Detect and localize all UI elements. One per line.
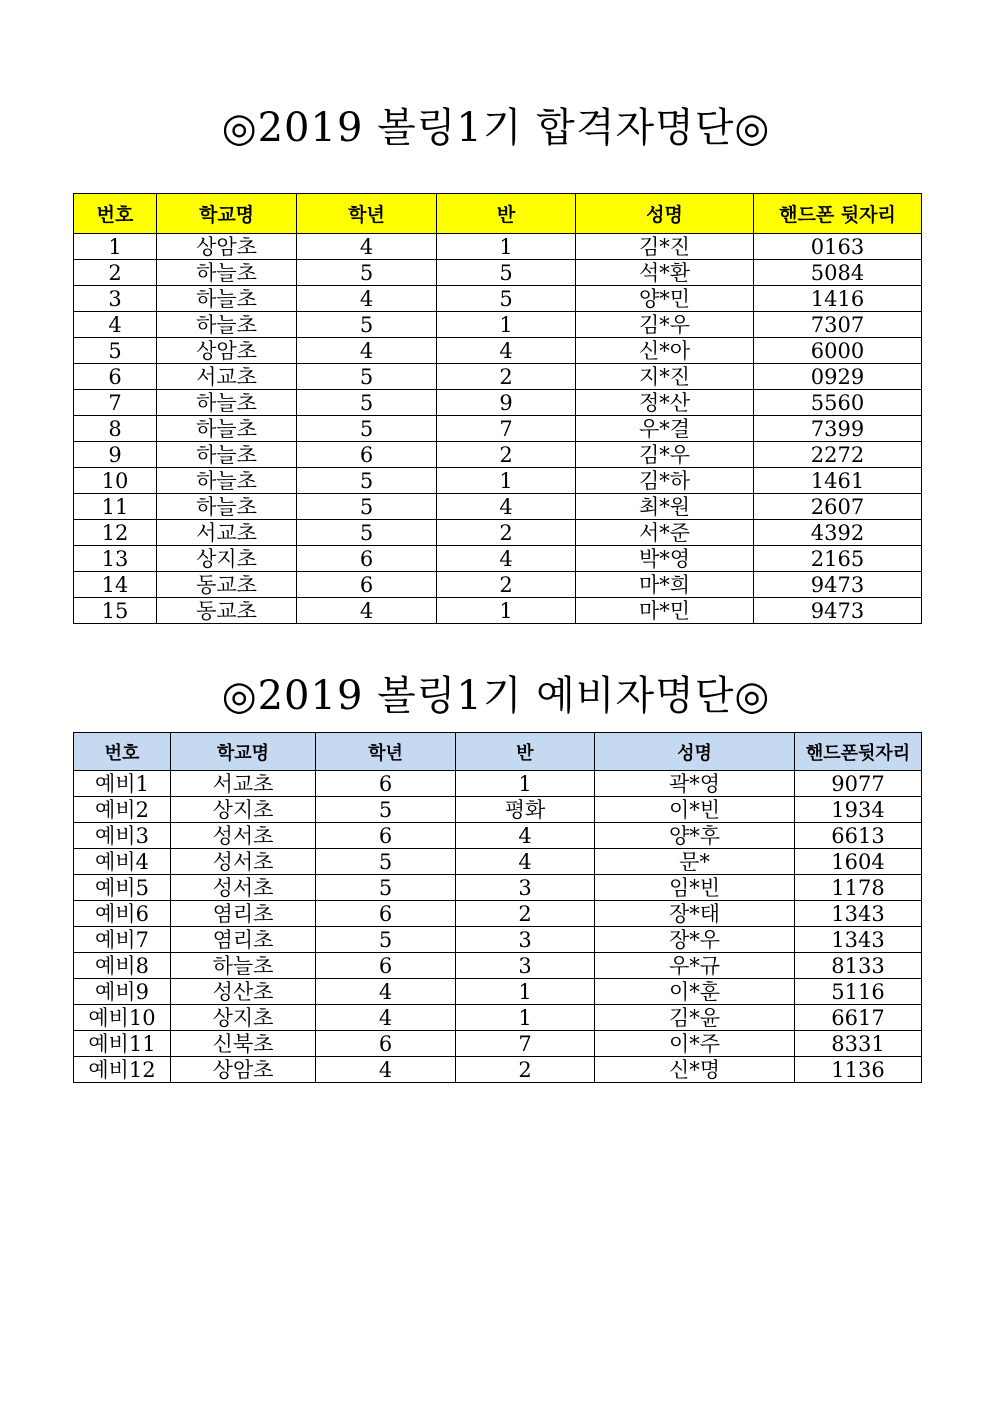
class-cell: 1: [437, 598, 576, 624]
name-cell: 김*윤: [595, 1005, 795, 1031]
grade-cell: 5: [297, 312, 437, 338]
phone-cell: 1604: [795, 849, 922, 875]
grade-cell: 6: [316, 953, 456, 979]
phone-cell: 1343: [795, 901, 922, 927]
col-phone-header: 핸드폰 뒷자리: [754, 194, 922, 234]
number-cell: 예비5: [74, 875, 171, 901]
school-cell: 하늘초: [157, 442, 297, 468]
class-cell: 1: [456, 1005, 595, 1031]
school-cell: 서교초: [157, 364, 297, 390]
number-cell: 예비9: [74, 979, 171, 1005]
school-cell: 성서초: [171, 849, 316, 875]
school-cell: 서교초: [157, 520, 297, 546]
number-cell: 15: [74, 598, 157, 624]
class-cell: 3: [456, 927, 595, 953]
school-cell: 염리초: [171, 901, 316, 927]
number-cell: 예비11: [74, 1031, 171, 1057]
col-class-header: 반: [437, 194, 576, 234]
col-school-header: 학교명: [171, 733, 316, 771]
class-cell: 9: [437, 390, 576, 416]
grade-cell: 5: [297, 390, 437, 416]
phone-cell: 9473: [754, 572, 922, 598]
col-name-header: 성명: [595, 733, 795, 771]
number-cell: 11: [74, 494, 157, 520]
table-row: [74, 546, 922, 572]
number-cell: 예비1: [74, 771, 171, 797]
class-cell: 1: [437, 312, 576, 338]
number-cell: 13: [74, 546, 157, 572]
name-cell: 곽*영: [595, 771, 795, 797]
name-cell: 김*우: [576, 442, 754, 468]
number-cell: 예비2: [74, 797, 171, 823]
number-cell: 예비12: [74, 1057, 171, 1083]
class-cell: 4: [437, 494, 576, 520]
name-cell: 김*우: [576, 312, 754, 338]
grade-cell: 6: [297, 572, 437, 598]
table-row: [74, 979, 922, 1005]
phone-cell: 1934: [795, 797, 922, 823]
class-cell: 3: [456, 953, 595, 979]
grade-cell: 5: [316, 849, 456, 875]
name-cell: 정*산: [576, 390, 754, 416]
grade-cell: 4: [297, 598, 437, 624]
phone-cell: 6613: [795, 823, 922, 849]
grade-cell: 6: [297, 546, 437, 572]
school-cell: 상암초: [171, 1057, 316, 1083]
grade-cell: 5: [297, 364, 437, 390]
number-cell: 7: [74, 390, 157, 416]
col-name-header: 성명: [576, 194, 754, 234]
number-cell: 예비10: [74, 1005, 171, 1031]
number-cell: 예비7: [74, 927, 171, 953]
phone-cell: 1343: [795, 927, 922, 953]
phone-cell: 0163: [754, 234, 922, 260]
table-row: [74, 416, 922, 442]
table-row: [74, 520, 922, 546]
table-row: [74, 875, 922, 901]
table-row: [74, 823, 922, 849]
school-cell: 하늘초: [157, 312, 297, 338]
name-cell: 장*태: [595, 901, 795, 927]
class-cell: 1: [437, 234, 576, 260]
name-cell: 우*규: [595, 953, 795, 979]
number-cell: 10: [74, 468, 157, 494]
class-cell: 2: [437, 364, 576, 390]
phone-cell: 9077: [795, 771, 922, 797]
reserve-header-row: [74, 733, 922, 771]
col-number-header: 번호: [74, 194, 157, 234]
table-row: [74, 364, 922, 390]
grade-cell: 5: [297, 260, 437, 286]
school-cell: 하늘초: [157, 416, 297, 442]
reserve-list-body: [74, 771, 922, 1083]
number-cell: 14: [74, 572, 157, 598]
name-cell: 우*결: [576, 416, 754, 442]
class-cell: 4: [456, 823, 595, 849]
grade-cell: 4: [316, 1005, 456, 1031]
phone-cell: 5560: [754, 390, 922, 416]
table-row: [74, 1031, 922, 1057]
school-cell: 염리초: [171, 927, 316, 953]
grade-cell: 6: [297, 442, 437, 468]
class-cell: 2: [437, 572, 576, 598]
class-cell: 7: [437, 416, 576, 442]
phone-cell: 6000: [754, 338, 922, 364]
passed-list-title: ◎2019 볼링1기 합격자명단◎: [221, 105, 771, 151]
table-row: [74, 260, 922, 286]
table-row: [74, 849, 922, 875]
passed-header-row: [74, 194, 922, 234]
name-cell: 이*훈: [595, 979, 795, 1005]
table-row: [74, 312, 922, 338]
table-row: [74, 1005, 922, 1031]
grade-cell: 4: [297, 286, 437, 312]
phone-cell: 6617: [795, 1005, 922, 1031]
name-cell: 문*: [595, 849, 795, 875]
school-cell: 성서초: [171, 875, 316, 901]
passed-list-table: [73, 193, 922, 624]
grade-cell: 5: [297, 494, 437, 520]
reserve-list-table: [73, 732, 922, 1083]
school-cell: 상지초: [171, 1005, 316, 1031]
number-cell: 예비3: [74, 823, 171, 849]
class-cell: 2: [456, 1057, 595, 1083]
school-cell: 하늘초: [157, 468, 297, 494]
class-cell: 7: [456, 1031, 595, 1057]
school-cell: 성서초: [171, 823, 316, 849]
grade-cell: 4: [316, 979, 456, 1005]
class-cell: 2: [437, 442, 576, 468]
number-cell: 5: [74, 338, 157, 364]
number-cell: 3: [74, 286, 157, 312]
number-cell: 4: [74, 312, 157, 338]
number-cell: 1: [74, 234, 157, 260]
table-row: [74, 338, 922, 364]
table-row: [74, 494, 922, 520]
number-cell: 예비6: [74, 901, 171, 927]
table-row: [74, 286, 922, 312]
number-cell: 9: [74, 442, 157, 468]
number-cell: 예비8: [74, 953, 171, 979]
number-cell: 12: [74, 520, 157, 546]
number-cell: 6: [74, 364, 157, 390]
phone-cell: 1461: [754, 468, 922, 494]
class-cell: 3: [456, 875, 595, 901]
school-cell: 신북초: [171, 1031, 316, 1057]
table-row: [74, 442, 922, 468]
name-cell: 임*빈: [595, 875, 795, 901]
school-cell: 하늘초: [157, 390, 297, 416]
class-cell: 4: [456, 849, 595, 875]
name-cell: 김*하: [576, 468, 754, 494]
phone-cell: 2165: [754, 546, 922, 572]
table-row: [74, 797, 922, 823]
phone-cell: 0929: [754, 364, 922, 390]
table-row: [74, 234, 922, 260]
name-cell: 지*진: [576, 364, 754, 390]
name-cell: 양*민: [576, 286, 754, 312]
school-cell: 하늘초: [157, 494, 297, 520]
col-class-header: 반: [456, 733, 595, 771]
number-cell: 예비4: [74, 849, 171, 875]
phone-cell: 1136: [795, 1057, 922, 1083]
class-cell: 1: [456, 771, 595, 797]
school-cell: 하늘초: [157, 286, 297, 312]
name-cell: 신*명: [595, 1057, 795, 1083]
school-cell: 하늘초: [157, 260, 297, 286]
table-row: [74, 927, 922, 953]
school-cell: 하늘초: [171, 953, 316, 979]
table-row: [74, 390, 922, 416]
col-phone-header: 핸드폰뒷자리: [795, 733, 922, 771]
name-cell: 장*우: [595, 927, 795, 953]
phone-cell: 5116: [795, 979, 922, 1005]
table-row: [74, 771, 922, 797]
grade-cell: 6: [316, 823, 456, 849]
class-cell: 4: [437, 338, 576, 364]
name-cell: 이*빈: [595, 797, 795, 823]
grade-cell: 4: [297, 338, 437, 364]
phone-cell: 9473: [754, 598, 922, 624]
grade-cell: 5: [297, 520, 437, 546]
class-cell: 1: [437, 468, 576, 494]
class-cell: 2: [456, 901, 595, 927]
table-row: [74, 598, 922, 624]
phone-cell: 7307: [754, 312, 922, 338]
col-grade-header: 학년: [316, 733, 456, 771]
class-cell: 2: [437, 520, 576, 546]
school-cell: 상암초: [157, 338, 297, 364]
class-cell: 평화: [456, 797, 595, 823]
name-cell: 박*영: [576, 546, 754, 572]
table-row: [74, 901, 922, 927]
grade-cell: 5: [297, 468, 437, 494]
phone-cell: 8133: [795, 953, 922, 979]
phone-cell: 7399: [754, 416, 922, 442]
school-cell: 동교초: [157, 572, 297, 598]
grade-cell: 5: [316, 927, 456, 953]
class-cell: 4: [437, 546, 576, 572]
name-cell: 서*준: [576, 520, 754, 546]
name-cell: 김*진: [576, 234, 754, 260]
school-cell: 상암초: [157, 234, 297, 260]
name-cell: 최*원: [576, 494, 754, 520]
grade-cell: 4: [316, 1057, 456, 1083]
col-number-header: 번호: [74, 733, 171, 771]
grade-cell: 6: [316, 1031, 456, 1057]
passed-list-body: [74, 234, 922, 624]
name-cell: 신*아: [576, 338, 754, 364]
phone-cell: 4392: [754, 520, 922, 546]
reserve-list-title: ◎2019 볼링1기 예비자명단◎: [221, 673, 771, 719]
class-cell: 5: [437, 286, 576, 312]
name-cell: 이*주: [595, 1031, 795, 1057]
grade-cell: 5: [297, 416, 437, 442]
name-cell: 양*후: [595, 823, 795, 849]
name-cell: 마*희: [576, 572, 754, 598]
phone-cell: 8331: [795, 1031, 922, 1057]
grade-cell: 6: [316, 901, 456, 927]
grade-cell: 5: [316, 875, 456, 901]
class-cell: 1: [456, 979, 595, 1005]
phone-cell: 2607: [754, 494, 922, 520]
table-row: [74, 953, 922, 979]
phone-cell: 2272: [754, 442, 922, 468]
number-cell: 2: [74, 260, 157, 286]
school-cell: 동교초: [157, 598, 297, 624]
phone-cell: 5084: [754, 260, 922, 286]
school-cell: 상지초: [157, 546, 297, 572]
table-row: [74, 1057, 922, 1083]
grade-cell: 6: [316, 771, 456, 797]
table-row: [74, 468, 922, 494]
number-cell: 8: [74, 416, 157, 442]
school-cell: 서교초: [171, 771, 316, 797]
grade-cell: 4: [297, 234, 437, 260]
col-grade-header: 학년: [297, 194, 437, 234]
grade-cell: 5: [316, 797, 456, 823]
table-row: [74, 572, 922, 598]
class-cell: 5: [437, 260, 576, 286]
phone-cell: 1178: [795, 875, 922, 901]
phone-cell: 1416: [754, 286, 922, 312]
school-cell: 성산초: [171, 979, 316, 1005]
name-cell: 석*환: [576, 260, 754, 286]
col-school-header: 학교명: [157, 194, 297, 234]
school-cell: 상지초: [171, 797, 316, 823]
name-cell: 마*민: [576, 598, 754, 624]
